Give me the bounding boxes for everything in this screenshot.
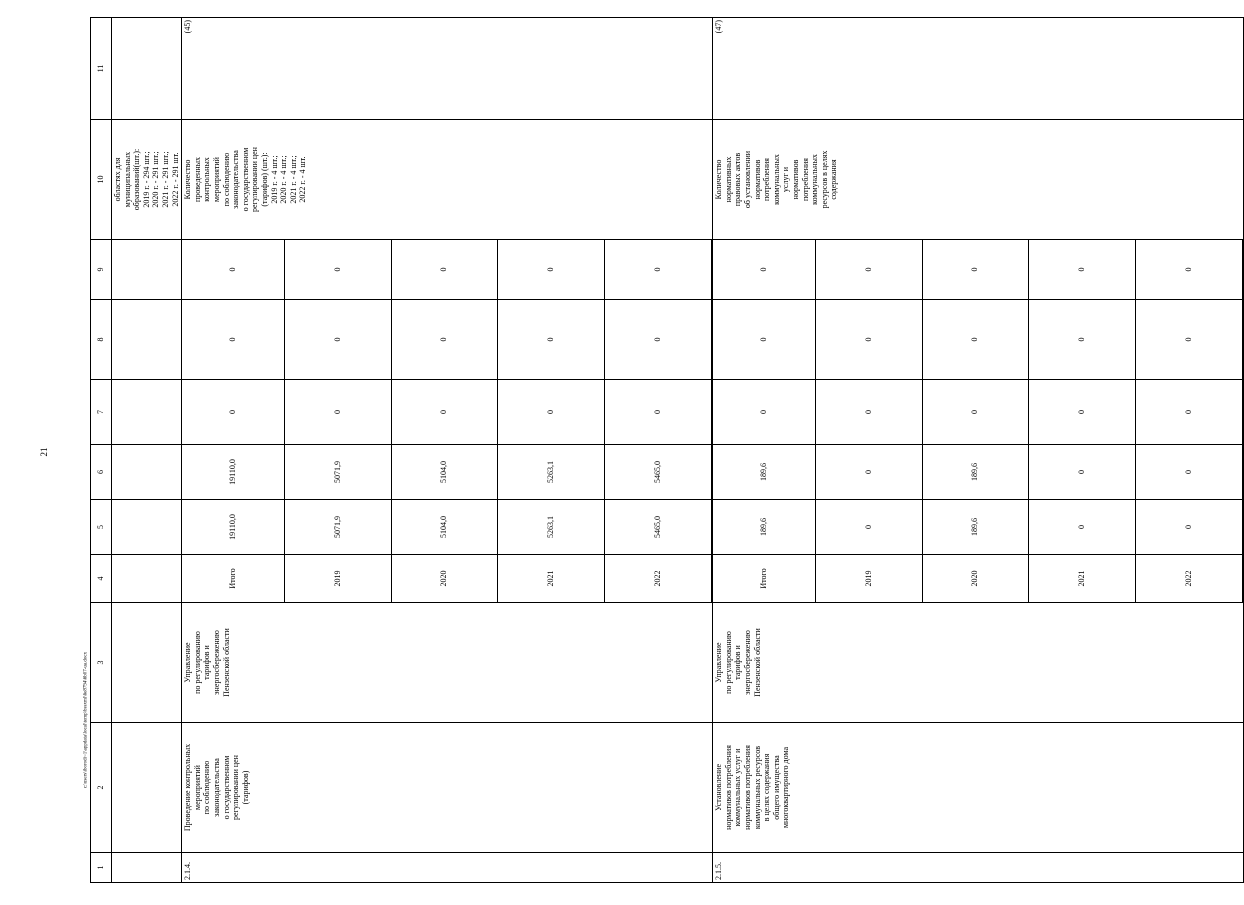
measure-name-line: регулировании цен (231, 755, 241, 820)
value-row (284, 500, 391, 554)
measure-name-line: по соблюдению (202, 760, 212, 815)
header-row (91, 18, 112, 883)
value-col9: 0 (391, 240, 498, 299)
cont-cell-11 (112, 18, 182, 120)
value-col5: 5263,1 (498, 500, 605, 554)
program-table (90, 17, 1244, 883)
table-row (713, 18, 1244, 883)
value-col6: 0 (1029, 445, 1136, 499)
value-row (605, 555, 712, 602)
executor-line: по регулированию (723, 631, 733, 694)
value-col6: 5104,0 (391, 445, 498, 499)
value-col6: 189,6 (713, 445, 815, 499)
indicator-line: проведенных (192, 157, 202, 203)
indicator-code: (45) (182, 18, 713, 120)
cont-cell-9 (112, 240, 182, 300)
value-col8: 0 (1136, 300, 1243, 379)
executor-line: Управление (183, 642, 193, 683)
value-row (1136, 555, 1243, 602)
measure-name-line: коммунальных услуг и (733, 748, 743, 827)
values-cell-col5 (713, 500, 1244, 555)
value-row (391, 555, 498, 602)
executor-line: Пензенской области (752, 628, 762, 697)
header-cell-4: 4 (91, 555, 112, 603)
measure-name-line: общего имущества (771, 755, 781, 820)
value-col5: 5104,0 (391, 500, 498, 554)
values-subtable (713, 500, 1243, 554)
indicator-line: нормативных (723, 156, 733, 203)
indicator-line: правовых актов (733, 152, 743, 207)
value-row (498, 380, 605, 444)
value-row (922, 500, 1029, 554)
value-col5: 5465,0 (605, 500, 712, 554)
value-row (284, 445, 391, 499)
value-row (182, 555, 284, 602)
indicator-line: 2020 г. - 4 шт.; (279, 155, 289, 204)
continuation-indicator-line: муниципальных (122, 151, 132, 208)
value-row (815, 240, 922, 299)
continuation-indicator-line: 2019 г. - 294 шт.; (141, 151, 151, 208)
value-row (284, 555, 391, 602)
indicator-line: Количество (714, 159, 724, 200)
values-subtable (182, 240, 712, 299)
value-years: 2022 (605, 555, 712, 602)
measure-name-line: о государственном (221, 755, 231, 820)
value-row (1136, 500, 1243, 554)
measure-name-line: Установление (714, 764, 724, 812)
indicator-line: коммунальных (810, 154, 820, 205)
value-row (815, 380, 922, 444)
executor-line: тарифов и (733, 645, 743, 680)
value-col8: 0 (391, 300, 498, 379)
measure-name-line: в целях содержания (762, 753, 772, 822)
continuation-indicator-line: 2022 г. - 291 шт. (170, 152, 180, 207)
measure-name-line: коммунальных ресурсов (752, 745, 762, 830)
indicator-line: содержания (829, 159, 839, 200)
header-cell-6: 6 (91, 445, 112, 500)
value-years: Итого (713, 555, 815, 602)
value-col8: 0 (605, 300, 712, 379)
executor-line: тарифов и (202, 645, 212, 680)
values-subtable (713, 300, 1243, 379)
value-row (391, 445, 498, 499)
header-cell-7: 7 (91, 380, 112, 445)
value-row (713, 380, 815, 444)
header-cell-10: 10 (91, 120, 112, 240)
value-row (391, 380, 498, 444)
executor (182, 603, 713, 723)
value-col8: 0 (498, 300, 605, 379)
cont-cell-2 (112, 723, 182, 853)
indicator-line: нормативов (790, 159, 800, 200)
value-col9: 0 (713, 240, 815, 299)
indicator-line: об установлении (742, 150, 752, 209)
value-col6: 5071,9 (284, 445, 391, 499)
header-cell-9: 9 (91, 240, 112, 300)
value-row (922, 300, 1029, 379)
value-col9: 0 (284, 240, 391, 299)
value-row (713, 300, 815, 379)
indicator-line: законодательства (231, 150, 241, 209)
header-cell-3: 3 (91, 603, 112, 723)
value-row (1136, 300, 1243, 379)
table-row (182, 18, 713, 883)
value-row (182, 300, 284, 379)
values-subtable (713, 555, 1243, 602)
values-cell-col7 (713, 380, 1244, 445)
cont-cell-5 (112, 500, 182, 555)
measure-name-line: Проведение контрольных (183, 743, 193, 832)
value-col7: 0 (284, 380, 391, 444)
executor-line: Управление (714, 642, 724, 683)
value-row (284, 380, 391, 444)
value-row (391, 240, 498, 299)
value-row (815, 555, 922, 602)
values-subtable (182, 445, 712, 499)
values-subtable (713, 445, 1243, 499)
measure-name-line: многоквартирного дома (781, 746, 791, 829)
page-number: 21 (39, 447, 49, 457)
value-col5: 0 (815, 500, 922, 554)
value-col9: 0 (1029, 240, 1136, 299)
value-row (605, 240, 712, 299)
values-cell-col5 (182, 500, 713, 555)
values-cell-col8 (713, 300, 1244, 380)
value-row (713, 445, 815, 499)
cont-cell-6 (112, 445, 182, 500)
continuation-indicator-line: областях для (113, 157, 122, 202)
value-row (1029, 380, 1136, 444)
value-row (605, 500, 712, 554)
value-years: 2022 (1136, 555, 1243, 602)
row-number: 2.1.4. (182, 853, 713, 883)
cont-cell-1 (112, 853, 182, 883)
values-cell-col8 (182, 300, 713, 380)
value-row (815, 445, 922, 499)
value-row (605, 380, 712, 444)
value-row (922, 240, 1029, 299)
values-cell-years (182, 555, 713, 603)
measure-name (182, 723, 713, 853)
executor-line: по регулированию (192, 631, 202, 694)
value-row (1136, 445, 1243, 499)
value-col6: 5263,1 (498, 445, 605, 499)
value-col9: 0 (605, 240, 712, 299)
indicator-line: Количество (183, 159, 193, 200)
values-cell-col6 (182, 445, 713, 500)
indicator-code: (47) (713, 18, 1244, 120)
header-cell-2: 2 (91, 723, 112, 853)
continuation-indicator-line: 2020 г. - 291 шт.; (151, 151, 161, 208)
value-col7: 0 (498, 380, 605, 444)
value-row (922, 445, 1029, 499)
header-cell-1: 1 (91, 853, 112, 883)
indicator (713, 120, 1244, 240)
value-row (498, 555, 605, 602)
indicator-line: ресурсов в целях (819, 150, 829, 209)
value-row (284, 240, 391, 299)
value-col5: 189,6 (713, 500, 815, 554)
value-col8: 0 (815, 300, 922, 379)
value-col7: 0 (922, 380, 1029, 444)
executor-line: Пензенской области (221, 628, 231, 697)
value-row (815, 500, 922, 554)
value-col6: 5465,0 (605, 445, 712, 499)
cont-cell-3 (112, 603, 182, 723)
indicator-line: нормативов (752, 159, 762, 200)
value-row (1136, 240, 1243, 299)
values-subtable (713, 240, 1243, 299)
value-row (182, 380, 284, 444)
value-col5: 0 (1029, 500, 1136, 554)
value-row (182, 445, 284, 499)
value-row (498, 500, 605, 554)
value-row (713, 240, 815, 299)
value-row (815, 300, 922, 379)
value-col7: 0 (391, 380, 498, 444)
value-row (182, 500, 284, 554)
values-subtable (182, 300, 712, 379)
value-row (1136, 380, 1243, 444)
measure-name-line: (тарифов) (240, 770, 250, 805)
value-col8: 0 (1029, 300, 1136, 379)
indicator-line: потребления (800, 158, 810, 201)
values-cell-col6 (713, 445, 1244, 500)
indicator-line: услуг и (781, 166, 791, 193)
value-col5: 5071,9 (284, 500, 391, 554)
value-col7: 0 (605, 380, 712, 444)
value-col9: 0 (1136, 240, 1243, 299)
value-col7: 0 (1136, 380, 1243, 444)
executor-line: энергосбережению (742, 630, 752, 695)
value-col7: 0 (182, 380, 284, 444)
value-row (498, 445, 605, 499)
value-row (1029, 500, 1136, 554)
continuation-indicator-line: 2021 г. - 291 шт.; (160, 151, 170, 208)
value-row (498, 240, 605, 299)
indicator-line: коммунальных (771, 154, 781, 205)
measure-name-line: законодательства (211, 758, 221, 817)
values-cell-col7 (182, 380, 713, 445)
indicator-line: 2019 г. - 4 шт.; (269, 155, 279, 204)
indicator-line: 2021 г. - 4 шт.; (288, 155, 298, 204)
value-row (1029, 240, 1136, 299)
value-years: Итого (182, 555, 284, 602)
header-cell-8: 8 (91, 300, 112, 380)
header-cell-11: 11 (91, 18, 112, 120)
value-years: 2021 (1029, 555, 1136, 602)
value-row (1029, 300, 1136, 379)
value-row (391, 300, 498, 379)
value-row (922, 555, 1029, 602)
value-col5: 19110,0 (182, 500, 284, 554)
value-col6: 189,6 (922, 445, 1029, 499)
value-row (713, 555, 815, 602)
cont-cell-7 (112, 380, 182, 445)
indicator-line: контрольных (202, 157, 212, 202)
indicator-line: о государственном (240, 147, 250, 212)
value-row (1029, 555, 1136, 602)
value-col6: 19110,0 (182, 445, 284, 499)
value-row (605, 300, 712, 379)
cont-cell-4 (112, 555, 182, 603)
value-col7: 0 (1029, 380, 1136, 444)
values-subtable (713, 380, 1243, 444)
value-col9: 0 (498, 240, 605, 299)
values-cell-years (713, 555, 1244, 603)
values-subtable (182, 500, 712, 554)
value-col9: 0 (922, 240, 1029, 299)
value-col7: 0 (815, 380, 922, 444)
indicator-line: мероприятий (211, 157, 221, 202)
indicator (182, 120, 713, 240)
indicator-line: 2022 г. - 4 шт. (298, 156, 308, 203)
values-subtable (182, 555, 712, 602)
value-row (922, 380, 1029, 444)
value-col5: 189,6 (922, 500, 1029, 554)
footer-file-path: c:\users\iborodi~1\appdata\local\temp\bssxml\6e8794\6b07-ua.docx (83, 651, 89, 789)
value-row (182, 240, 284, 299)
values-cell-col9 (182, 240, 713, 300)
measure-name-line: нормативов потребления (742, 745, 752, 830)
cont-cell-8 (112, 300, 182, 380)
value-col9: 0 (182, 240, 284, 299)
value-row (713, 500, 815, 554)
cont-cell-10 (112, 120, 182, 240)
row-number: 2.1.5. (713, 853, 1244, 883)
values-cell-col9 (713, 240, 1244, 300)
executor (713, 603, 1244, 723)
values-subtable (182, 380, 712, 444)
value-col6: 0 (1136, 445, 1243, 499)
value-row (391, 500, 498, 554)
value-col7: 0 (713, 380, 815, 444)
continuation-row (112, 18, 182, 883)
value-col5: 0 (1136, 500, 1243, 554)
value-col8: 0 (922, 300, 1029, 379)
value-col8: 0 (182, 300, 284, 379)
value-col8: 0 (713, 300, 815, 379)
value-years: 2020 (391, 555, 498, 602)
value-col9: 0 (815, 240, 922, 299)
indicator-line: потребления (762, 158, 772, 201)
continuation-indicator-line: образований(шт.): (132, 148, 142, 211)
executor-line: энергосбережению (211, 630, 221, 695)
header-cell-5: 5 (91, 500, 112, 555)
value-col6: 0 (815, 445, 922, 499)
value-row (1029, 445, 1136, 499)
value-row (284, 300, 391, 379)
indicator-line: регулировании цен (250, 147, 260, 212)
value-row (498, 300, 605, 379)
measure-name-line: мероприятий (192, 765, 202, 810)
indicator-line: (тарифов) (шт.): (259, 152, 269, 207)
measure-name-line: нормативов потребления (723, 745, 733, 830)
value-years: 2021 (498, 555, 605, 602)
value-years: 2020 (922, 555, 1029, 602)
value-years: 2019 (284, 555, 391, 602)
indicator-line: по соблюдению (221, 152, 231, 207)
value-col8: 0 (284, 300, 391, 379)
value-row (605, 445, 712, 499)
value-years: 2019 (815, 555, 922, 602)
rotated-table-container (90, 18, 1194, 883)
measure-name (713, 723, 1244, 853)
